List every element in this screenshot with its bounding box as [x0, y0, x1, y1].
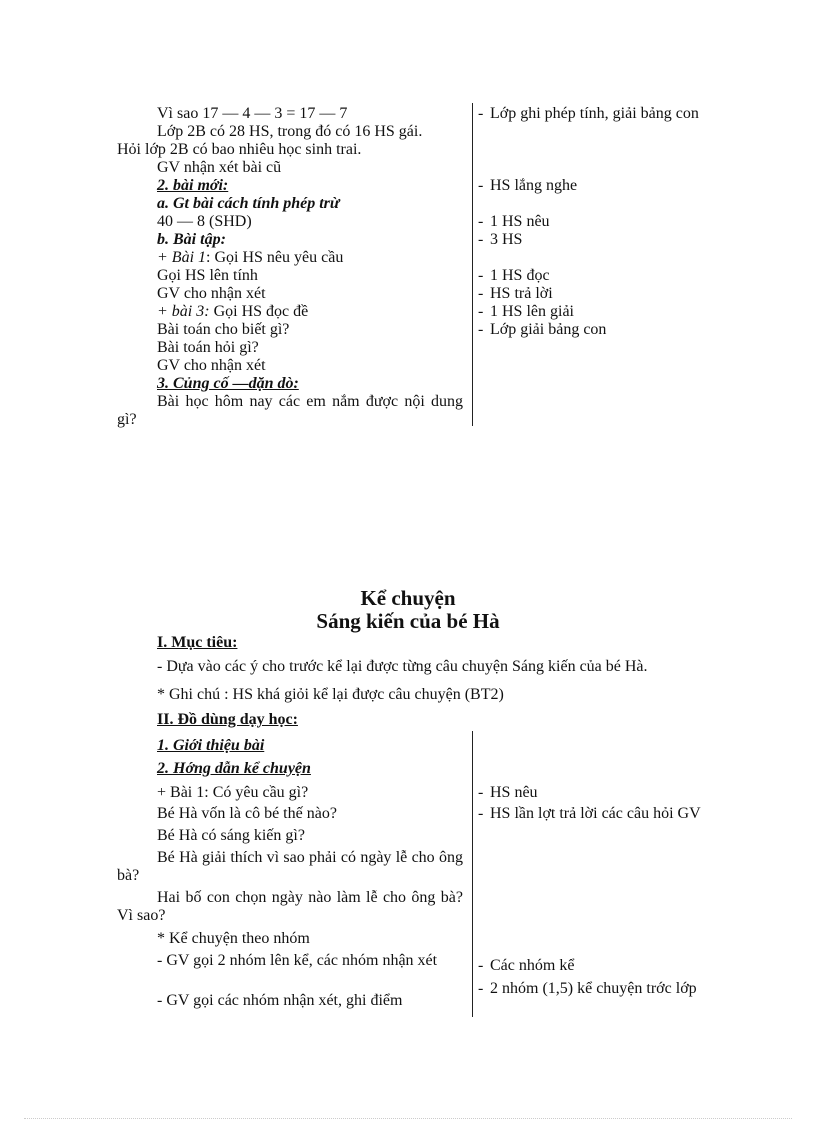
subtraction-example: 40 — 8 (SHD) [157, 213, 252, 230]
given-question: Bài toán cho biết gì? [157, 321, 290, 338]
exercises-heading: b. Bài tập: [157, 231, 226, 248]
group-storytelling-heading: * Kể chuyện theo nhóm [157, 930, 310, 947]
problem-line-2: Hỏi lớp 2B có bao nhiêu học sinh trai. [117, 141, 362, 158]
activity-item: - HS lần lợt trả lời các câu hỏi GV [478, 805, 701, 822]
activity-item: - 3 HS [478, 231, 523, 248]
problem-line-1: Lớp 2B có 28 HS, trong đó có 16 HS gái. [157, 123, 423, 140]
exercise-1-instruction: : Gọi HS nêu yêu cầu [206, 249, 344, 266]
question-line: Bé Hà giải thích vì sao phải có ngày lễ cho ông bà? [117, 849, 463, 884]
activity-item: - Các nhóm kể [478, 957, 575, 974]
story-subtitle: Sáng kiến của bé Hà [316, 609, 500, 633]
exercise-3-instruction: Gọi HS đọc đề [209, 303, 309, 320]
exercise-3-line [157, 303, 308, 321]
column-divider-bottom [472, 731, 473, 1017]
column-divider-top [472, 103, 473, 426]
activity-item: - 1 HS lên giải [478, 303, 574, 320]
teacher-review-line: GV cho nhận xét [157, 285, 266, 302]
intro-heading: 1. Giới thiệu bài [157, 737, 265, 754]
page-bottom-rule [24, 1118, 792, 1119]
group-instruction: - GV gọi các nhóm nhận xét, ghi điểm [157, 992, 403, 1009]
question-line: Bé Hà có sáng kiến gì? [157, 827, 305, 844]
question-line: Vì sao 17 — 4 — 3 = 17 — 7 [157, 105, 348, 122]
exercise-3-label: + bài 3: [157, 303, 210, 320]
exercise-1-line [157, 249, 343, 267]
objective-1: - Dựa vào các ý cho trước kể lại được từng câu chuyện Sáng kiến của bé Hà. [157, 658, 648, 675]
activity-item: - HS trả lời [478, 285, 553, 302]
teacher-review-line-2: GV cho nhận xét [157, 357, 266, 374]
materials-heading: II. Đồ dùng dạy học: [157, 711, 298, 728]
consolidation-heading: 3. Củng cố —dặn dò: [157, 375, 299, 392]
exercise-1-question: + Bài 1: Có yêu cầu gì? [157, 784, 309, 801]
closing-question: Bài học hôm nay các em nắm được nội dung gì? [117, 393, 463, 428]
asked-question: Bài toán hỏi gì? [157, 339, 259, 356]
activity-item: - 1 HS nêu [478, 213, 550, 230]
activity-item: - HS nêu [478, 784, 538, 801]
new-lesson-heading: 2. bài mới: [157, 177, 229, 194]
group-instruction: - GV gọi 2 nhóm lên kể, các nhóm nhận xét [157, 952, 438, 969]
review-note: GV nhận xét bài cũ [157, 159, 282, 176]
activity-item: - 1 HS đọc [478, 267, 550, 284]
activity-item: - HS lắng nghe [478, 177, 578, 194]
story-title: Kể chuyện [360, 586, 456, 610]
call-student-line: Gọi HS lên tính [157, 267, 258, 284]
objectives-heading: I. Mục tiêu: [157, 634, 238, 651]
exercise-1-label: + Bài 1 [157, 249, 207, 266]
question-line: Bé Hà vốn là cô bé thế nào? [157, 805, 337, 822]
objective-2: * Ghi chú : HS khá giỏi kể lại được câu chuyện (BT2) [157, 686, 504, 703]
storytelling-guide-heading: 2. Hớng dẫn kể chuyện [157, 760, 311, 777]
subtraction-intro-heading: a. Gt bài cách tính phép trừ [157, 195, 340, 212]
activity-item: - 2 nhóm (1,5) kể chuyện trớc lớp [478, 980, 697, 997]
activity-item: - Lớp ghi phép tính, giải bảng con [478, 105, 699, 122]
activity-item: - Lớp giải bảng con [478, 321, 607, 338]
question-line: Hai bố con chọn ngày nào làm lễ cho ông bà? Vì sao? [117, 889, 463, 924]
